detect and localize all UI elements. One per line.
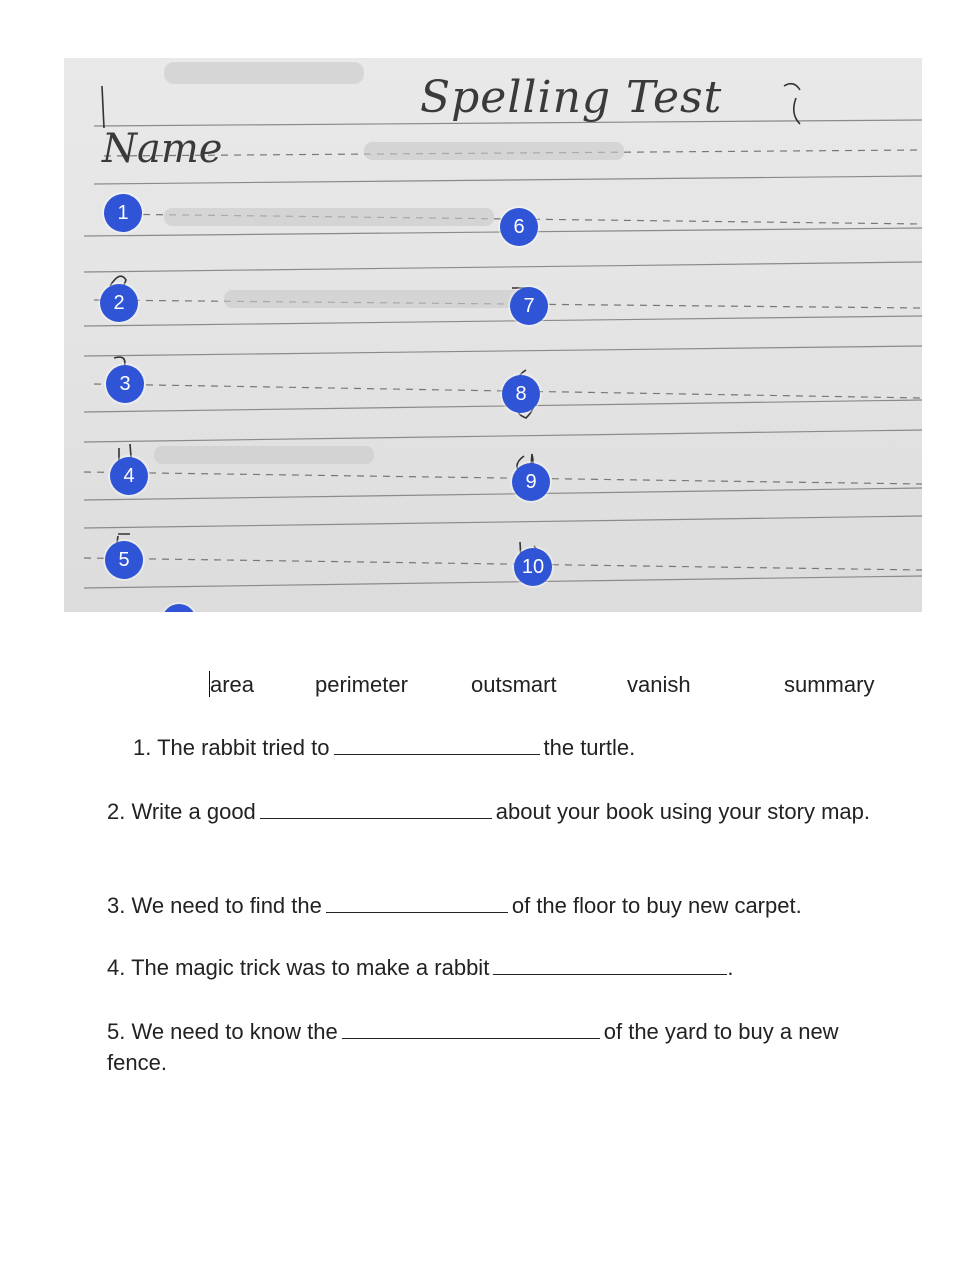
word-bank-perimeter: perimeter [315,672,408,697]
word-bank-area: area [210,672,255,697]
name-label: Name [102,126,223,172]
sentence-5-before: 5. We need to know the [107,1019,338,1044]
blank-marker-9[interactable]: 9 [512,463,550,501]
sentence-4-after: . [727,955,734,980]
sentence-4-before: 4. The magic trick was to make a rabbit [107,955,490,980]
word-bank-outsmart: outsmart [471,672,557,697]
blank-marker-3[interactable]: 3 [106,365,144,403]
word-bank-vanish: vanish [627,672,691,697]
sentence-5 [107,1016,877,1078]
blank-marker-8[interactable]: 8 [502,375,540,413]
blank-marker-6[interactable]: 6 [500,208,538,246]
worksheet-title: Spelling Test [420,72,723,123]
sentence-2 [107,796,877,827]
blank-marker-10[interactable]: 10 [514,548,552,586]
sentence-3-after: of the floor to buy new carpet. [511,893,802,918]
sentence-2-after: about your book using your story map. [495,799,871,824]
spelling-test-photo [64,58,922,612]
sentence-2-blank[interactable] [260,798,492,819]
sentence-3-before: 3. We need to find the [107,893,322,918]
sentence-3-blank[interactable] [326,892,508,913]
blank-marker-7[interactable]: 7 [510,287,548,325]
sentence-1 [133,732,903,763]
sentence-2-before: 2. Write a good [107,799,256,824]
blank-marker-1[interactable]: 1 [104,194,142,232]
blank-marker-2[interactable]: 2 [100,284,138,322]
blank-marker-4[interactable]: 4 [110,457,148,495]
sentence-5-after: of the yard to buy a new fence. [107,1019,839,1075]
sentence-4-blank[interactable] [493,954,727,975]
sentence-3 [107,890,877,921]
sentence-1-after: the turtle. [543,735,636,760]
blank-marker-5[interactable]: 5 [105,541,143,579]
sentence-1-before: 1. The rabbit tried to [133,735,330,760]
sentence-1-blank[interactable] [334,734,540,755]
sentence-5-blank[interactable] [342,1018,600,1039]
sentence-4 [107,952,877,983]
word-bank-summary: summary [784,672,875,697]
